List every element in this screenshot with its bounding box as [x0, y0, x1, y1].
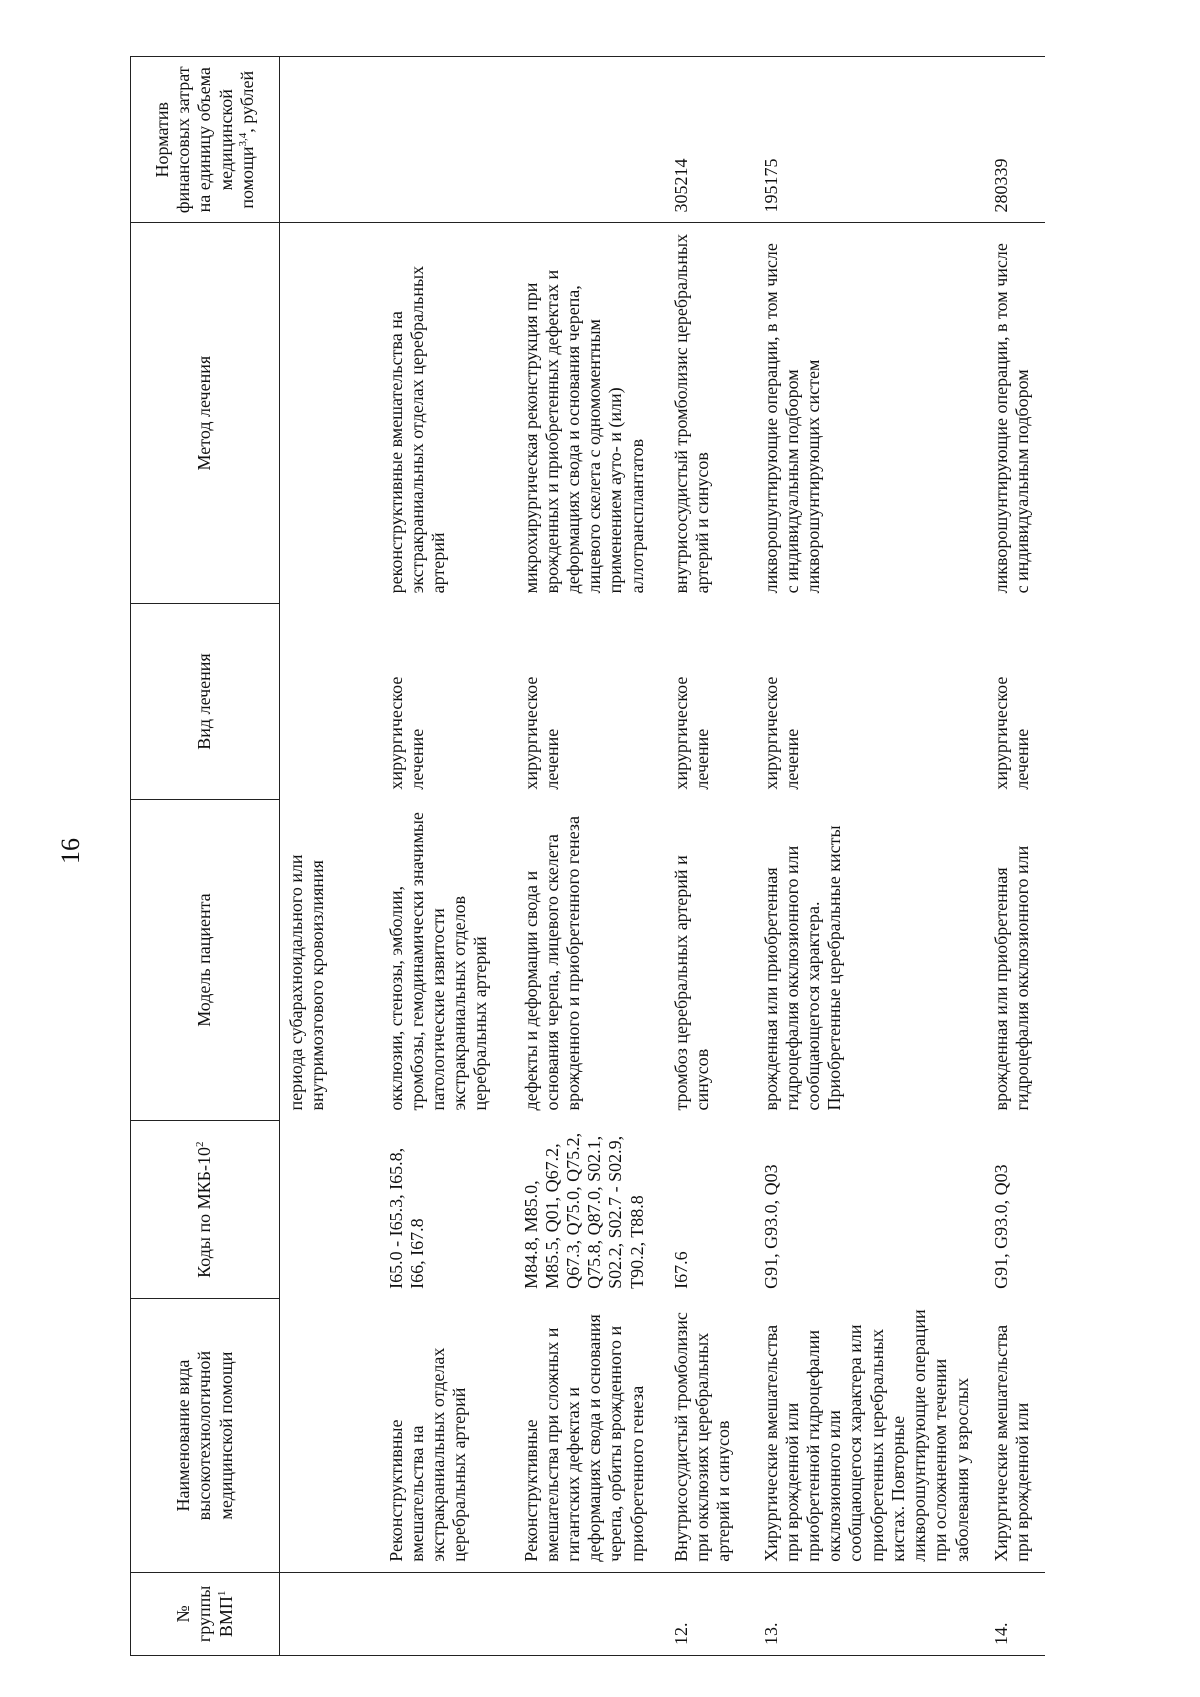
table-row	[985, 57, 1045, 1656]
page-number: 16	[56, 838, 85, 864]
header-group-number: № группы ВМП$^1$	[131, 1572, 280, 1655]
cell-patient-model: врожденная или приобретенная гидроцефалия окклюзионного или	[990, 845, 1032, 1111]
cell-number	[515, 1572, 665, 1655]
cell-treatment-method: реконструктивные вмешательства на экстракраниальных отделах церебральных артерий	[385, 265, 448, 594]
header-cost-norm: Норматив финансовых затрат на единицу объема медицинской помощи$^{3,4}$, рублей	[131, 57, 280, 223]
table-body	[280, 57, 1045, 1656]
cell-treatment-kind: хирургическое лечение	[990, 676, 1032, 790]
cell-number: 12.	[665, 1572, 755, 1655]
header-treatment-kind: Вид лечения	[131, 603, 280, 799]
cell-treatment-kind	[280, 603, 380, 799]
cell-patient-model: окклюзии, стенозы, эмболии, тромбозы, гемодинамически значимые патологические извитости экстракраниальных отделов церебральных артерий	[385, 812, 491, 1111]
cell-icd-codes: M84.8, M85.0, M85.5, Q01, Q67.2, Q67.3, Q75.0, Q75.2, Q75.8, Q87.0, S02.1, S02.2, S02.7 - S02.9, T90.2, T88.8	[520, 1132, 647, 1289]
cell-vmp-name: Внутрисосудистый тромболизис при окклюзиях церебральных артерий и синусов	[670, 1312, 733, 1562]
cell-cost-norm	[280, 57, 380, 223]
cell-treatment-method: микрохирургическая реконструкция при врожденных и приобретенных дефектах и деформациях свода и основания черепа, лицевого скелета с одномоментным применением ауто- и (или) аллотрансплантатов	[520, 269, 647, 594]
cell-cost-norm: 305214	[665, 57, 755, 223]
cell-patient-model: периода субарахноидального или внутримозгового кровоизлияния	[286, 854, 328, 1111]
cell-patient-model: дефекты и деформации свода и основания черепа, лицевого скелета врожденного и приобретенного генеза	[520, 816, 583, 1111]
cell-number: 13.	[755, 1572, 985, 1655]
cell-patient-model: тромбоз церебральных артерий и синусов	[670, 855, 712, 1111]
table-row	[665, 57, 755, 1656]
cell-icd-codes: I67.6	[670, 1251, 691, 1289]
table-row	[755, 57, 985, 1656]
cell-patient-model: врожденная или приобретенная гидроцефалия окклюзионного или сообщающегося характера. Приобретенные церебральные кисты	[760, 825, 845, 1111]
cell-treatment-kind: хирургическое лечение	[670, 676, 712, 790]
table-header	[131, 57, 280, 1656]
table-row	[515, 57, 665, 1656]
cell-cost-norm: 195175	[755, 57, 985, 223]
table-row	[380, 57, 515, 1656]
cell-number: 14.	[985, 1572, 1045, 1655]
cell-vmp-name	[280, 1299, 380, 1572]
cell-treatment-method: ликворошунтирующие операции, в том числе с индивидуальным подбором ликворошунтирующих систем	[760, 243, 823, 594]
header-treatment-method: Метод лечения	[131, 223, 280, 603]
header-vmp-name: Наименование вида высокотехнологичной медицинской помощи	[131, 1299, 280, 1572]
cell-number	[280, 1572, 380, 1655]
cell-treatment-method	[280, 223, 380, 603]
cell-treatment-kind: хирургическое лечение	[760, 676, 802, 790]
cell-cost-norm	[380, 57, 515, 223]
cell-vmp-name: Хирургические вмешательства при врожденной или	[990, 1324, 1032, 1562]
cell-vmp-name: Реконструктивные вмешательства на экстракраниальных отделах церебральных артерий	[385, 1347, 470, 1562]
cell-icd-codes: I65.0 - I65.3, I65.8, I66, I67.8	[385, 1147, 427, 1289]
cell-icd-codes: G91, G93.0, Q03	[760, 1164, 781, 1289]
cell-cost-norm: 280339	[985, 57, 1045, 223]
cell-treatment-kind: хирургическое лечение	[385, 676, 427, 790]
cell-treatment-method: ликворошунтирующие операции, в том числе с индивидуальным подбором	[990, 243, 1032, 594]
cell-number	[380, 1572, 515, 1655]
header-patient-model: Модель пациента	[131, 800, 280, 1121]
cell-vmp-name: Реконструктивные вмешательства при сложных и гигантских дефектах и деформациях свода и основания черепа, орбиты врожденного и приобретенного генеза	[520, 1314, 647, 1562]
vmp-table	[130, 56, 1045, 1656]
cell-treatment-kind: хирургическое лечение	[520, 676, 562, 790]
cell-treatment-method: внутрисосудистый тромболизис церебральных артерий и синусов	[670, 233, 712, 594]
table-row	[280, 57, 380, 1656]
cell-icd-codes	[280, 1121, 380, 1299]
cell-cost-norm	[515, 57, 665, 223]
cell-icd-codes: G91, G93.0, Q03	[990, 1164, 1011, 1289]
document-sheet	[130, 56, 1110, 1656]
header-icd-codes: Коды по МКБ-$10^2$	[131, 1121, 280, 1299]
cell-vmp-name: Хирургические вмешательства при врожденной или приобретенной гидроцефалии окклюзионного или сообщающегося характера или приобретенных церебральных кистах. Повторные ликворошунтирующие операции при осложненном течении заболевания у взрослых	[760, 1309, 972, 1562]
